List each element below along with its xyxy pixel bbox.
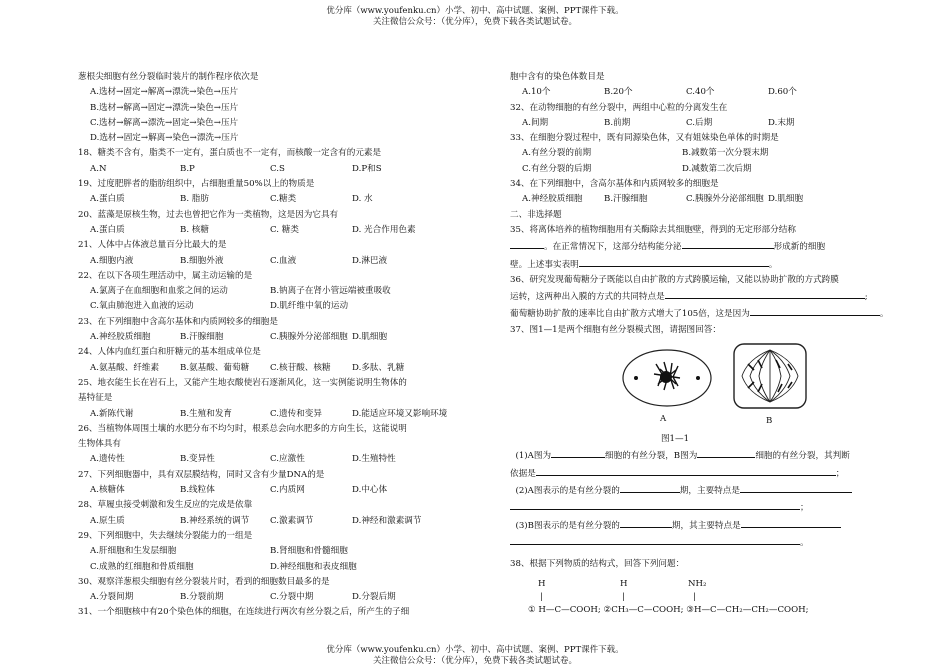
blank xyxy=(741,517,841,528)
answer-option: D.减数第二次后期 xyxy=(682,163,752,174)
formula-h-2: H xyxy=(620,579,628,590)
formula-3: ③H—C—CH₂—CH₂—COOH; xyxy=(686,605,809,616)
answer-option: C.胰腺外分泌部细胞 xyxy=(686,194,764,205)
option-line: D.选材→固定→解离→染色→漂洗→压片 xyxy=(90,133,239,144)
q36-line-1: 36、研究发现葡萄糖分子既能以自由扩散的方式跨膜运输，又能以协助扩散的方式跨膜 xyxy=(510,274,839,285)
option-row xyxy=(510,85,900,100)
question-line: 22、在以下各项生理活动中，属主动运输的是 xyxy=(78,270,253,281)
answer-option: C.后期 xyxy=(686,117,713,128)
question-line: 19、过度肥胖者的脂肪组织中，占细胞重量50%以上的物质是 xyxy=(78,179,315,190)
option-line: B.选材→解离→固定→漂洗→染色→压片 xyxy=(90,102,239,113)
q35-line-3: 壁。上述事实表明 。 xyxy=(510,256,900,273)
option-line: A.选材→固定→解离→漂洗→染色→压片 xyxy=(90,87,239,98)
question-line: 21、人体中占体液总量百分比最大的是 xyxy=(78,240,227,251)
answer-option: A.间期 xyxy=(522,117,549,128)
answer-option: D. 水 xyxy=(352,194,373,205)
option-row xyxy=(78,483,480,498)
question-line: 25、地衣能生长在岩石上，又能产生地衣酸使岩石逐渐风化，这一实例能说明生物体的 xyxy=(78,377,407,388)
option-row xyxy=(78,254,480,269)
answer-option: D.肌细胞 xyxy=(768,194,804,205)
question-line: 27、下列细胞器中，具有双层膜结构，同时又含有少量DNA的是 xyxy=(78,469,325,480)
question-line: 23、在下列细胞中含高尔基体和内质网较多的细胞是 xyxy=(78,316,278,327)
answer-option: B.肾细胞和骨髓细胞 xyxy=(270,546,348,557)
option-row xyxy=(510,116,900,131)
structural-formulas xyxy=(510,578,900,617)
question-line: 基特征是 xyxy=(78,393,113,404)
answer-option: B. 脂肪 xyxy=(180,194,209,205)
option-row xyxy=(78,544,480,559)
answer-option: D.末期 xyxy=(768,117,795,128)
q35-text-a: 。在正常情况下，这部分结构能分泌 xyxy=(544,242,682,253)
answer-option: A.氯离子在血细胞和血浆之间的运动 xyxy=(90,286,228,297)
answer-option: B.细胞外液 xyxy=(180,255,224,266)
answer-option: C.应激性 xyxy=(270,454,305,465)
answer-option: A.原生质 xyxy=(90,515,125,526)
answer-option: A.有丝分裂的前期 xyxy=(522,148,592,159)
question-line: 24、人体内血红蛋白和肝糖元的基本组成单位是 xyxy=(78,347,261,358)
answer-option: A.蛋白质 xyxy=(90,224,125,235)
answer-option: A.10个 xyxy=(522,87,551,98)
figure-label-a: A xyxy=(660,414,667,425)
answer-option: A.核糖体 xyxy=(90,485,125,496)
question-line: 葱根尖细胞有丝分裂临时装片的制作程序依次是 xyxy=(78,72,259,82)
page-footer xyxy=(0,645,950,667)
blank xyxy=(750,305,880,316)
q37-sub3-text-a: (3)B图表示的是有丝分裂的 xyxy=(515,520,620,531)
header-line-2: 关注微信公众号：（优分库），免费下载各类试题试卷。 xyxy=(372,17,577,27)
answer-option: D.神经和激素调节 xyxy=(352,515,422,526)
answer-option: D.神经细胞和表皮细胞 xyxy=(270,561,357,572)
blank xyxy=(510,499,800,510)
answer-option: C.S xyxy=(270,163,285,174)
q37-sub1-line-2: 依据是 ； xyxy=(510,465,900,482)
blank xyxy=(697,447,755,458)
header-line-1: 优分库（www.youfenku.cn）小学、初中、高中试题、案例、PPT课件下载。 xyxy=(326,6,624,16)
answer-option: C.成熟的红细胞和骨质细胞 xyxy=(90,561,194,572)
option-row xyxy=(78,330,480,345)
option-row xyxy=(78,407,480,422)
answer-option: D.生殖特性 xyxy=(352,454,396,465)
footer-line-1: 优分库（www.youfenku.cn）小学、初中、高中试题、案例、PPT课件下载。 xyxy=(326,645,624,655)
bond-2: | xyxy=(622,592,625,603)
answer-option: D.中心体 xyxy=(352,485,388,496)
answer-option: D. 光合作用色素 xyxy=(352,224,416,235)
answer-option: B.神经系统的调节 xyxy=(180,515,250,526)
blank xyxy=(579,256,769,267)
option-row xyxy=(78,223,480,238)
question-line: 二、非选择题 xyxy=(510,209,562,220)
answer-option: A.神经胶质细胞 xyxy=(90,332,151,343)
page-header xyxy=(0,6,950,28)
formula-h-1: H xyxy=(538,579,546,590)
blank xyxy=(740,482,852,493)
question-line: 生物体具有 xyxy=(78,439,121,450)
formula-nh2: NH₂ xyxy=(688,579,707,590)
answer-option: D.肌细胞 xyxy=(352,332,388,343)
question-line: 胞中含有的染色体数目是 xyxy=(510,72,605,82)
q37-sub1-text-c: 细胞的有丝分裂，其判断 xyxy=(755,451,850,462)
answer-option: C.分裂中期 xyxy=(270,592,314,603)
question-line: 31、一个细胞核中有20个染色体的细胞，在连续进行两次有丝分裂之后，所产生的子细 xyxy=(78,607,410,618)
answer-option: B. 核糖 xyxy=(180,224,209,235)
question-line: 18、糖类不含有，脂类不一定有，蛋白质也不一定有，而核酸一定含有的元素是 xyxy=(78,148,382,159)
answer-option: A.遗传性 xyxy=(90,454,125,465)
option-row xyxy=(510,146,900,161)
answer-option: C.遗传和变异 xyxy=(270,408,322,419)
question-line: 20、蓝藻是原核生物，过去也曾把它作为一类植物，这是因为它具有 xyxy=(78,209,339,220)
answer-option: D.能适应环境又影响环境 xyxy=(352,408,448,419)
question-line: 26、当植物体周围土壤的水肥分布不均匀时，根系总会向水肥多的方向生长，这能说明 xyxy=(78,423,407,434)
option-row xyxy=(78,452,480,467)
blank xyxy=(536,465,836,476)
bond-3: | xyxy=(693,592,696,603)
question-line: 30、观察洋葱根尖细胞有丝分裂装片时，看到的细胞数目最多的是 xyxy=(78,576,330,587)
q37-sub2-line-1 xyxy=(510,482,900,499)
formula-2: ②CH₃—C—COOH; xyxy=(603,605,684,616)
answer-option: D.分裂后期 xyxy=(352,592,396,603)
option-row xyxy=(78,514,480,529)
q37-sub3-line-1 xyxy=(510,517,900,534)
q35-text-c: 壁。上述事实表明 xyxy=(510,259,579,270)
answer-option: A.分裂间期 xyxy=(90,592,134,603)
answer-option: A.肝细胞和生发层细胞 xyxy=(90,546,177,557)
q35-line-2 xyxy=(510,238,900,255)
answer-option: A.N xyxy=(90,163,107,174)
answer-option: B.P xyxy=(180,163,195,174)
answer-option: B.汗腺细胞 xyxy=(604,194,648,205)
cell-diagram-b xyxy=(728,340,812,412)
answer-option: C.血液 xyxy=(270,255,297,266)
answer-option: C.有丝分裂的后期 xyxy=(522,163,592,174)
answer-option: A.新陈代谢 xyxy=(90,408,134,419)
bond-1: | xyxy=(540,592,543,603)
formula-1: ① H—C—COOH; xyxy=(528,605,601,616)
answer-option: D.肌纤维中氧的运动 xyxy=(270,301,349,312)
answer-option: D.淋巴液 xyxy=(352,255,388,266)
question-line: 29、下列细胞中，失去继续分裂能力的一组是 xyxy=(78,530,253,541)
q37-sub3-text-b: 期，其主要特点是 xyxy=(671,520,741,531)
blank xyxy=(551,447,605,458)
answer-option: C.核苷酸、核糖 xyxy=(270,362,331,373)
answer-option: B.变异性 xyxy=(180,454,215,465)
q37-sub3-line-2: 。 xyxy=(510,534,900,551)
answer-option: D.60个 xyxy=(768,87,797,98)
q37-sub2-text-a: (2)A图表示的是有丝分裂的 xyxy=(515,485,620,496)
question-line: 34、在下列细胞中，含高尔基体和内质网较多的细胞是 xyxy=(510,179,719,190)
answer-option: D.多肽、乳糖 xyxy=(352,362,405,373)
option-row xyxy=(510,192,900,207)
q36-line-2: 运转，这两种出入膜的方式的共同特点是 ; xyxy=(510,288,900,305)
answer-option: C. 糖类 xyxy=(270,224,299,235)
q37-line-1: 37、图1—1是两个细胞有丝分裂模式图，请据图回答： xyxy=(510,324,721,335)
answer-option: B.分裂前期 xyxy=(180,592,224,603)
blank xyxy=(510,238,544,249)
q37-sub2-line-2: ； xyxy=(510,499,900,516)
question-line: 33、在细胞分裂过程中，既有同源染色体，又有姐妹染色单体的时期是 xyxy=(510,133,779,144)
blank xyxy=(665,288,865,299)
answer-option: B.线粒体 xyxy=(180,485,215,496)
answer-option: C.40个 xyxy=(686,87,715,98)
q37-sub1-line-1 xyxy=(510,447,900,464)
option-row xyxy=(510,162,900,177)
q36-text-a: 运转，这两种出入膜的方式的共同特点是 xyxy=(510,292,665,303)
option-row xyxy=(78,299,480,314)
cell-diagram-a xyxy=(618,344,716,410)
left-column xyxy=(78,70,480,621)
answer-option: C.糖类 xyxy=(270,194,297,205)
answer-option: A.氨基酸、纤维素 xyxy=(90,362,160,373)
q37-sub1-text-a: (1)A图为 xyxy=(515,451,552,462)
option-row xyxy=(78,361,480,376)
answer-option: C.激素调节 xyxy=(270,515,314,526)
q37-sub2-text-b: 期，主要特点是 xyxy=(679,485,740,496)
blank xyxy=(620,517,672,528)
question-line: 32、在动物细胞的有丝分裂中，两组中心粒的分离发生在 xyxy=(510,102,728,113)
answer-option: B.20个 xyxy=(604,87,633,98)
answer-option: B.减数第一次分裂末期 xyxy=(682,148,769,159)
q38-line-1: 38、根据下列物质的结构式，回答下列问题： xyxy=(510,559,685,570)
q36-line-3: 葡萄糖协助扩散的速率比自由扩散方式增大了105倍，这是因为 。 xyxy=(510,305,900,322)
option-row xyxy=(78,284,480,299)
answer-option: A.蛋白质 xyxy=(90,194,125,205)
mitosis-figures xyxy=(510,340,900,432)
answer-option: B.氨基酸、葡萄糖 xyxy=(180,362,250,373)
right-questions xyxy=(510,70,900,223)
figure-label-b: B xyxy=(766,416,773,427)
option-row xyxy=(78,192,480,207)
question-line: 28、草履虫接受刺激和发生反应的完成是依靠 xyxy=(78,500,253,511)
answer-option: B.汗腺细胞 xyxy=(180,332,224,343)
q35-text-b: 形成新的细胞 xyxy=(773,242,826,253)
right-column xyxy=(510,70,900,617)
answer-option: B.生殖和发育 xyxy=(180,408,233,419)
answer-option: C.氧由肺泡进入血液的运动 xyxy=(90,301,194,312)
option-row xyxy=(78,590,480,605)
blank xyxy=(510,534,800,545)
figure-caption: 图1—1 xyxy=(660,434,690,445)
answer-option: B.前期 xyxy=(604,117,631,128)
footer-line-2: 关注微信公众号：（优分库），免费下载各类试题试卷。 xyxy=(372,656,577,666)
answer-option: C.胰腺外分泌部细胞 xyxy=(270,332,348,343)
q36-text-b: 葡萄糖协助扩散的速率比自由扩散方式增大了105倍，这是因为 xyxy=(510,309,750,320)
option-row xyxy=(78,560,480,575)
answer-option: C.内质网 xyxy=(270,485,305,496)
blank xyxy=(620,482,680,493)
q37-sub1-text-b: 细胞的有丝分裂，B图为 xyxy=(605,451,698,462)
option-line: C.选材→解离→漂洗→固定→染色→压片 xyxy=(90,117,239,128)
q35-line-1: 35、将离体培养的植物细胞用有关酶除去其细胞壁，得到的无定形部分结称 xyxy=(510,224,796,235)
q37-sub1-text-d: 依据是 xyxy=(510,468,536,479)
answer-option: D.P和S xyxy=(352,163,382,174)
answer-option: B.钠离子在肾小管远端被重吸收 xyxy=(270,286,391,297)
answer-option: A.神经胶质细胞 xyxy=(522,194,583,205)
option-row xyxy=(78,162,480,177)
answer-option: A.细胞内液 xyxy=(90,255,134,266)
blank xyxy=(682,238,774,249)
